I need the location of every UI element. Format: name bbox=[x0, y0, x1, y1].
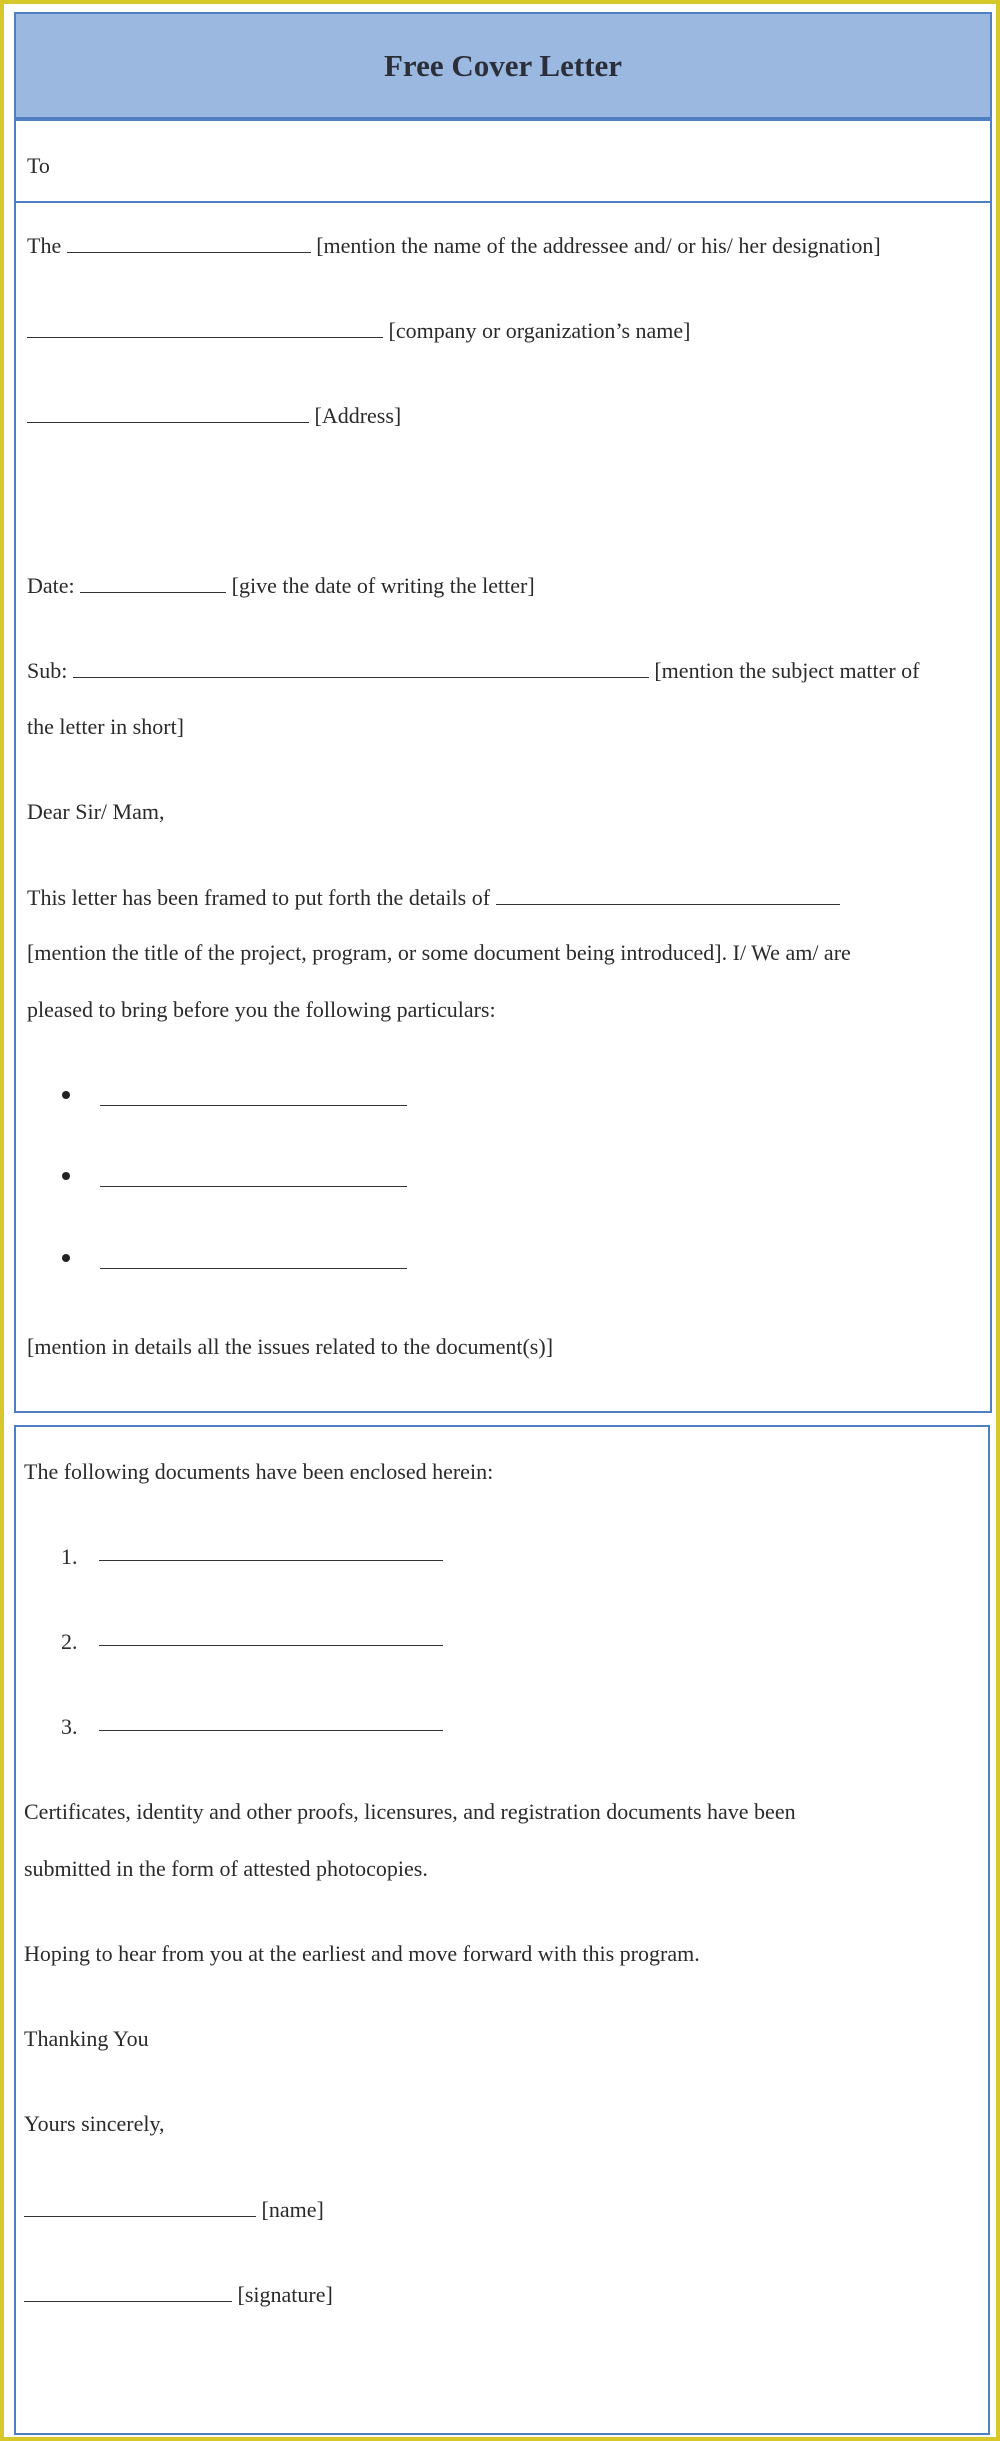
title-bar bbox=[16, 14, 990, 121]
body-line-2: [mention the title of the project, program, or some document being introduced]. I/ We am/ are bbox=[27, 940, 851, 965]
letter-card-top bbox=[14, 12, 992, 1413]
date-blank bbox=[80, 572, 226, 593]
name-blank bbox=[24, 2196, 256, 2217]
address-hint: [Address] bbox=[314, 403, 402, 428]
date-label: Date: bbox=[27, 573, 75, 598]
enclosure-blank bbox=[99, 1560, 443, 1561]
thanks-line: Thanking You bbox=[24, 2026, 149, 2051]
addressee-prefix: The bbox=[27, 233, 62, 258]
date-line bbox=[27, 572, 535, 599]
bullet-blank bbox=[100, 1105, 407, 1106]
enclosure-blank bbox=[99, 1645, 443, 1646]
bullet-dot bbox=[62, 1254, 70, 1262]
bullet-dot bbox=[62, 1172, 70, 1180]
addressee-hint: [mention the name of the addressee and/ or his/ her designation] bbox=[316, 233, 881, 258]
addressee-blank bbox=[67, 232, 311, 253]
to-row bbox=[16, 121, 990, 203]
date-hint: [give the date of writing the letter] bbox=[231, 573, 535, 598]
certificates-line-2: submitted in the form of attested photocopies. bbox=[24, 1856, 428, 1881]
signature-hint: [signature] bbox=[237, 2282, 333, 2307]
closing-line: Yours sincerely, bbox=[24, 2111, 165, 2136]
name-line bbox=[24, 2196, 324, 2223]
salutation: Dear Sir/ Mam, bbox=[27, 799, 165, 824]
body-line-3: pleased to bring before you the following particulars: bbox=[27, 997, 496, 1022]
enclosed-intro: The following documents have been enclosed herein: bbox=[24, 1459, 494, 1484]
certificates-line-1: Certificates, identity and other proofs, licensures, and registration documents have been bbox=[24, 1799, 796, 1824]
enclosure-number: 2. bbox=[61, 1629, 78, 1654]
addressee-line bbox=[27, 232, 881, 259]
body-line-1-text: This letter has been framed to put forth the details of bbox=[27, 885, 491, 910]
address-blank bbox=[27, 402, 309, 423]
enclosure-number: 1. bbox=[61, 1544, 78, 1569]
signature-line bbox=[24, 2281, 333, 2308]
name-hint: [name] bbox=[261, 2197, 324, 2222]
project-title-blank bbox=[496, 884, 840, 905]
to-label: To bbox=[27, 153, 50, 178]
body-line-1 bbox=[27, 884, 840, 911]
subject-blank bbox=[73, 657, 649, 678]
enclosure-number: 3. bbox=[61, 1714, 78, 1739]
subject-hint: [mention the subject matter of bbox=[654, 658, 920, 683]
signature-blank bbox=[24, 2281, 232, 2302]
company-line bbox=[27, 317, 691, 344]
company-hint: [company or organization’s name] bbox=[388, 318, 691, 343]
bullet-blank bbox=[100, 1186, 407, 1187]
enclosure-blank bbox=[99, 1730, 443, 1731]
subject-line bbox=[27, 657, 920, 684]
address-line bbox=[27, 402, 401, 429]
company-blank bbox=[27, 317, 383, 338]
details-hint: [mention in details all the issues related to the document(s)] bbox=[27, 1334, 554, 1359]
bullet-blank bbox=[100, 1268, 407, 1269]
hoping-line: Hoping to hear from you at the earliest and move forward with this program. bbox=[24, 1941, 700, 1966]
page-title: Free Cover Letter bbox=[383, 47, 623, 83]
subject-hint-cont: the letter in short] bbox=[27, 714, 185, 739]
subject-label: Sub: bbox=[27, 658, 68, 683]
bullet-dot bbox=[62, 1091, 70, 1099]
letter-card-bottom bbox=[14, 1425, 990, 2435]
